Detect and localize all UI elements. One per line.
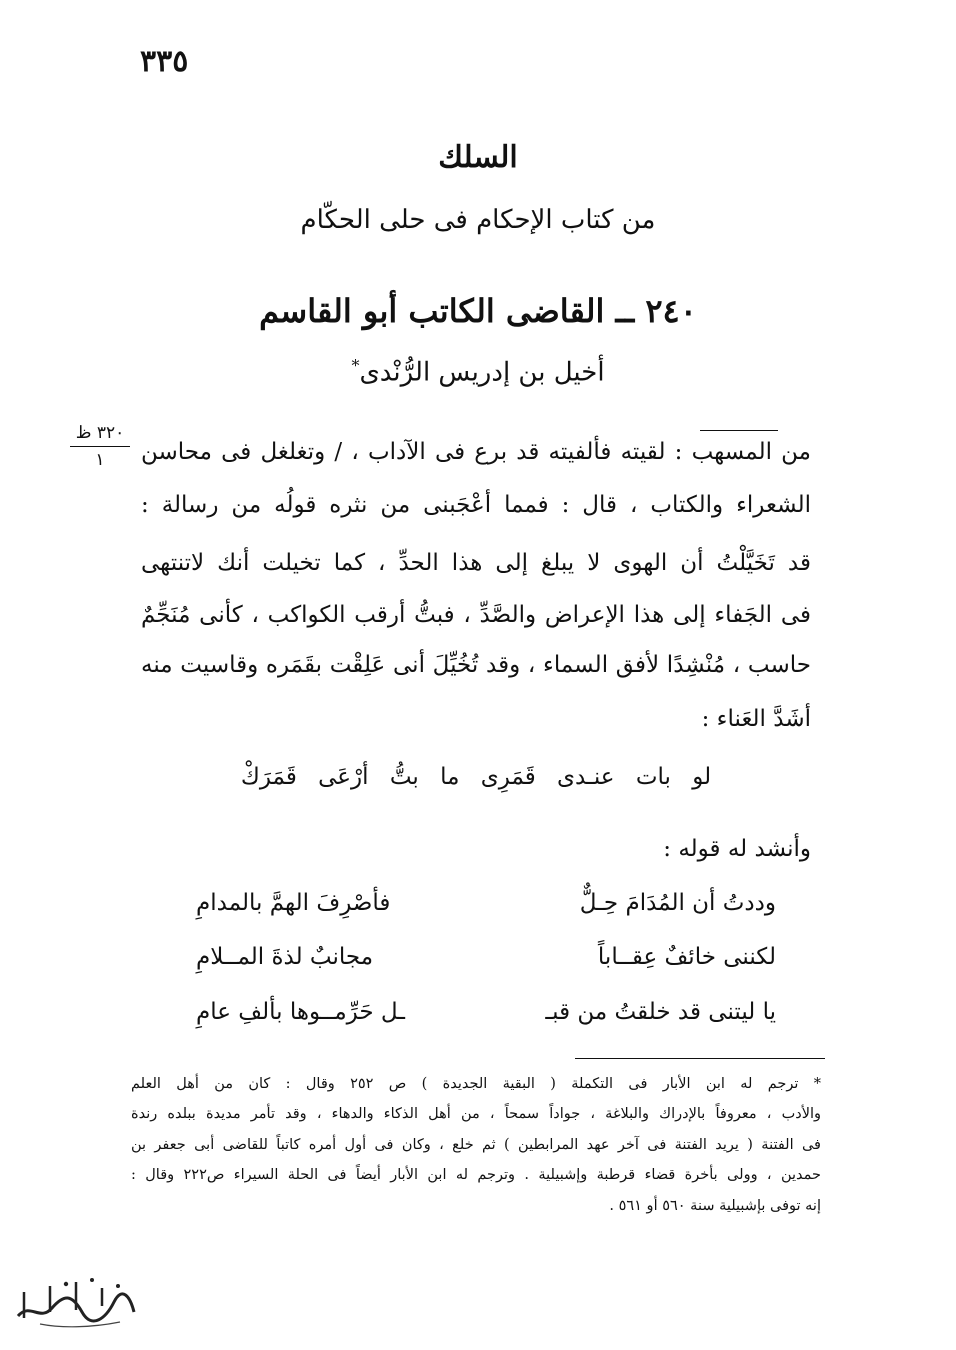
verse-first-hemistich: لكننى خائفٌ عِقــاباً [597, 944, 776, 970]
margin-note-rule [70, 446, 130, 447]
verse-couplet [196, 888, 776, 918]
body-line: حاسب ، مُنْشِدًا لأفق السماء ، وقد تُخُيِّلَ أنى عَلِقْت بقَمَره وقاسيت منه [141, 652, 811, 678]
footnote-rule [575, 1058, 825, 1059]
page-number: ٣٣٥ [140, 44, 189, 79]
verse-first-hemistich: وددتُ أن المُدَامَ حِـلٌّ [579, 890, 776, 916]
entry-name-text: أخيل بن إدريس الرُّنْدى [359, 357, 605, 388]
footnote-line: والأدب ، معروفاً بالإدراك والبلاغة ، جواداً سمحاً ، من أهل الذكاء والدهاء ، وقد تأمر مديدة ببلده رندة [131, 1106, 821, 1122]
verse-second-hemistich: ـل حَرِّمــوها بألفِ عامِ [196, 999, 406, 1025]
body-line: أشَدَّ العَناء : [701, 706, 811, 732]
verse-second-hemistich: مجانبٌ لذةَ المــلامِ [196, 944, 374, 970]
margin-note-folio: ٣٢٠ ظ [75, 423, 125, 443]
body-line: من المسهب : لقيته فألفيته قد برع فى الآداب ، / وتغلغل فى محاسن [141, 439, 811, 465]
body-line: الشعراء والكتاب ، قال : فمما أعْجَبنى من نثره قولُه من رسالة : [141, 492, 811, 518]
footnote-line: * ترجم له ابن الأبار فى التكملة ( البقية الجديدة ) ص ٢٥٢ وقال : كان من أهل العلم [131, 1076, 822, 1092]
body-line: فى الجَفاء إلى هذا الإعراض والصَّدِّ ، فبتُّ أرقب الكواكب ، كأنى مُنَجِّمٌ [141, 602, 811, 628]
verse-intro: وأنشد له قوله : [663, 836, 811, 862]
margin-note [70, 423, 130, 470]
entry-name [0, 356, 956, 388]
calligraphic-seal-icon [10, 1272, 140, 1330]
footnote-line: حمدين ، وولى بأخرة قضاء قرطبة وإشبيلية . وترجم له ابن الأبار أيضاً فى الحلة السيراء ص٢٢٢ وقال : [131, 1167, 821, 1183]
footnote-line: إنه توفى بإشبيلية سنة ٥٦٠ أو ٥٦١ . [609, 1198, 821, 1214]
footnote-line: فى الفتنة ( يريد الفتنة فى آخر عهد المرابطين ) ثم خلع ، وكان فى أول أمره كاتباً للقاضى أبى جعفر بن [131, 1137, 821, 1153]
entry-title: ٢٤٠ ــ القاضى الكاتب أبو القاسم [259, 292, 697, 330]
section-title: السلك [438, 140, 518, 175]
body-line: قد تَخَيَّلْتُ أن الهوى لا يبلغ إلى هذا الحدِّ ، كما تخيلت أنك لاتنتهى [141, 550, 811, 576]
verse-couplet [196, 942, 776, 972]
verse-couplet [196, 997, 776, 1027]
footnote-mark: * [351, 356, 360, 375]
verse-line: لو بات عنـدى قَمَرِى ما بتُّ أرْعَى قَمَرَكْ [240, 764, 712, 790]
margin-note-line: ١ [95, 450, 105, 470]
source-overline [700, 430, 778, 431]
verse-second-hemistich: فأصْرِفَ الهمَّ بالمدامِ [196, 890, 391, 916]
section-subtitle: من كتاب الإحكام فى حلى الحكّام [300, 205, 656, 235]
verse-first-hemistich: يا ليتنى قد خلقتُ من قبـ [545, 999, 776, 1025]
